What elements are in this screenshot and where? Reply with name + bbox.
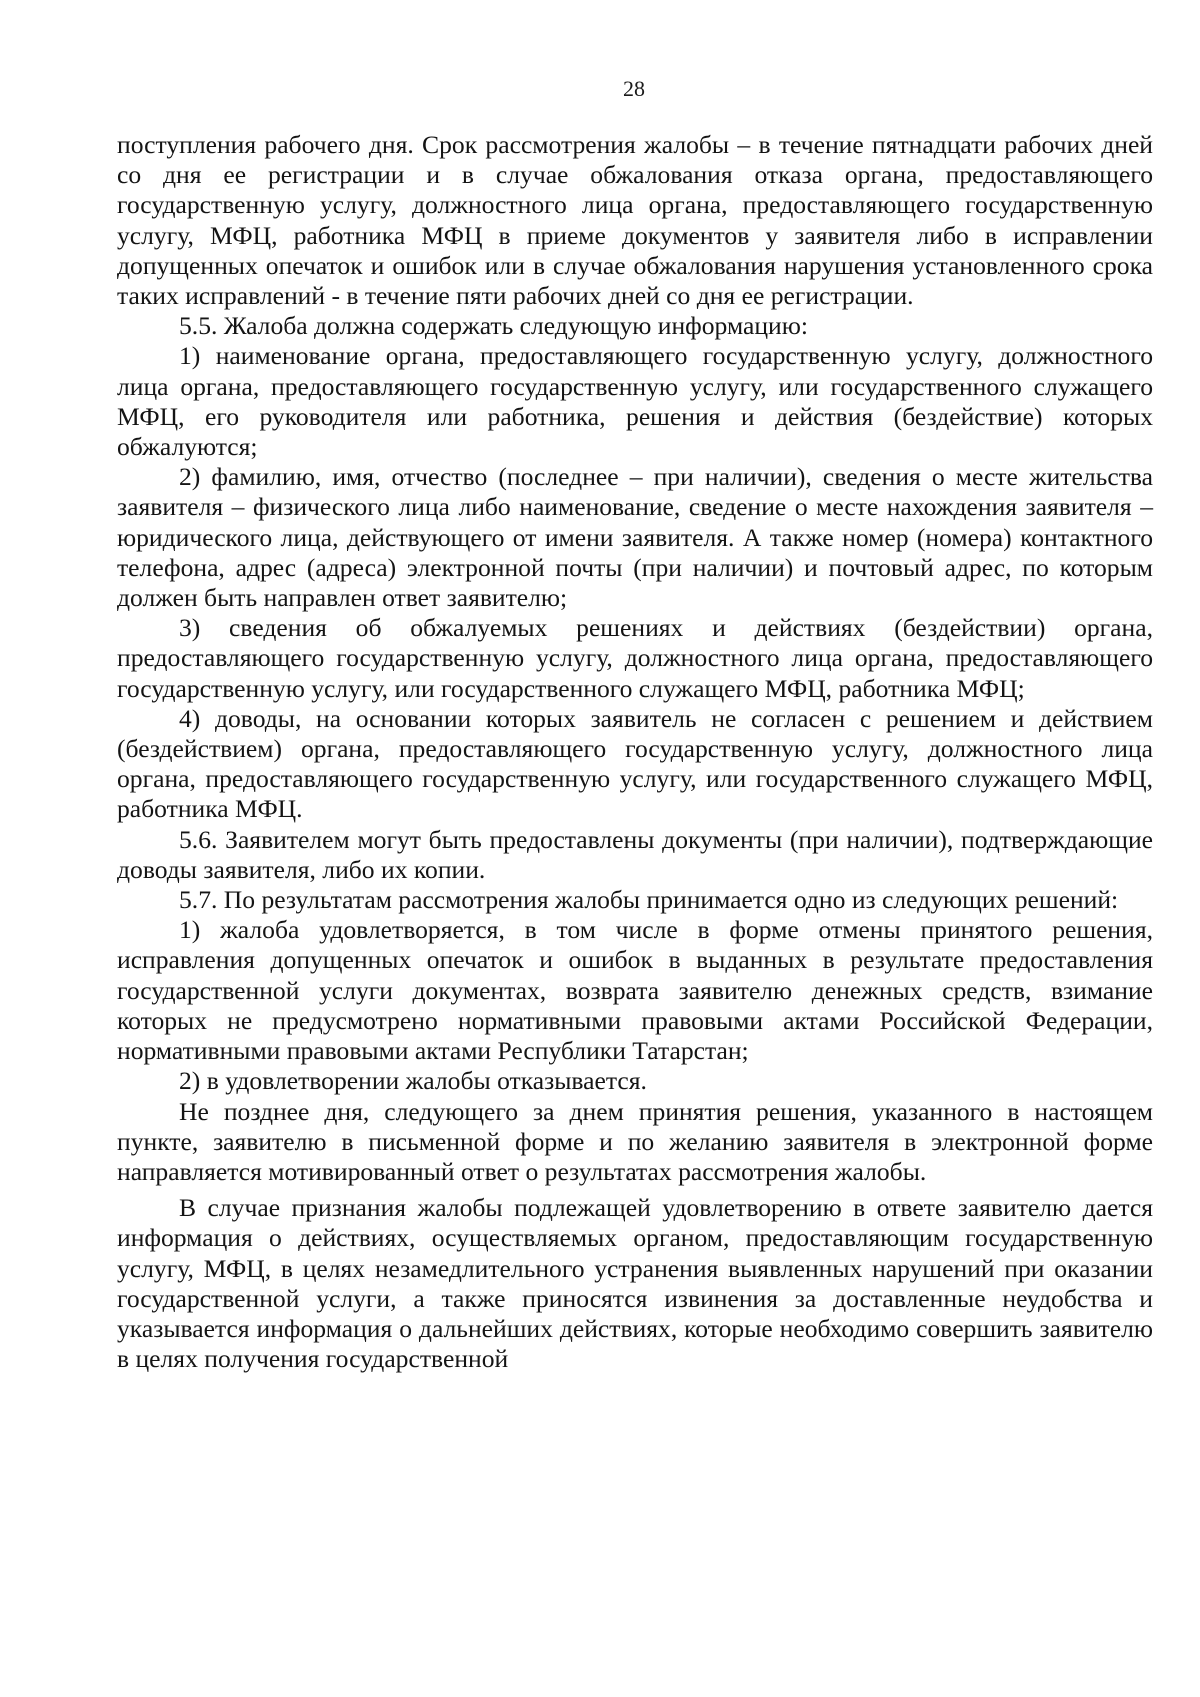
- list-item-5-7-1: 1) жалоба удовлетворяется, в том числе в форме отмены принятого решения, исправления допущенных опечаток и ошибок в выданных в результате предоставления государственной услуги документах, возврата заявителю денежных средств, взимание которых не предусмотрено нормативными правовыми актами Российской Федерации, нормативными правовыми актами Республики Татарстан;: [117, 915, 1153, 1066]
- list-item-5-5-1: 1) наименование органа, предоставляющего государственную услугу, должностного лица органа, предоставляющего государственную услугу, или государственного служащего МФЦ, его руководителя или работника, решения и действия (бездействие) которых обжалуются;: [117, 341, 1153, 462]
- paragraph-section-5-6: 5.6. Заявителем могут быть предоставлены документы (при наличии), подтверждающие доводы заявителя, либо их копии.: [117, 824, 1153, 884]
- list-item-5-7-2: 2) в удовлетворении жалобы отказывается.: [179, 1066, 647, 1096]
- paragraph-section-5-7: 5.7. По результатам рассмотрения жалобы принимается одно из следующих решений:: [179, 885, 1119, 915]
- document-body: [117, 130, 1153, 1374]
- paragraph-section-5-5: 5.5. Жалоба должна содержать следующую информацию:: [179, 311, 808, 341]
- paragraph-complaint-satisfied: В случае признания жалобы подлежащей удовлетворению в ответе заявителю дается информация о действиях, осуществляемых органом, предоставляющим государственную услугу, МФЦ, в целях незамедлительного устранения выявленных нарушений при оказании государственной услуги, а также приносятся извинения за доставленные неудобства и указывается информация о дальнейших действиях, которые необходимо совершить заявителю в целях получения государственной: [117, 1193, 1153, 1374]
- list-item-5-5-3: 3) сведения об обжалуемых решениях и действиях (бездействии) органа, предоставляющего государственную услугу, должностного лица органа, предоставляющего государственную услугу, или государственного служащего МФЦ, работника МФЦ;: [117, 613, 1153, 703]
- page-number: 28: [623, 76, 645, 101]
- paragraph-response-deadline: Не позднее дня, следующего за днем принятия решения, указанного в настоящем пункте, заявителю в письменной форме и по желанию заявителя в электронной форме направляется мотивированный ответ о результатах рассмотрения жалобы.: [117, 1096, 1153, 1186]
- paragraph-continuation: поступления рабочего дня. Срок рассмотрения жалобы – в течение пятнадцати рабочих дней со дня ее регистрации и в случае обжалования отказа органа, предоставляющего государственную услугу, должностного лица органа, предоставляющего государственную услугу, МФЦ, работника МФЦ в приеме документов у заявителя либо в исправлении допущенных опечаток и ошибок или в случае обжалования нарушения установленного срока таких исправлений - в течение пяти рабочих дней со дня ее регистрации.: [117, 130, 1153, 311]
- list-item-5-5-4: 4) доводы, на основании которых заявитель не согласен с решением и действием (бездействием) органа, предоставляющего государственную услугу, должностного лица органа, предоставляющего государственную услугу, или государственного служащего МФЦ, работника МФЦ.: [117, 703, 1153, 824]
- list-item-5-5-2: 2) фамилию, имя, отчество (последнее – при наличии), сведения о месте жительства заявителя – физического лица либо наименование, сведение о месте нахождения заявителя – юридического лица, действующего от имени заявителя. А также номер (номера) контактного телефона, адрес (адреса) электронной почты (при наличии) и почтовый адрес, по которым должен быть направлен ответ заявителю;: [117, 462, 1153, 613]
